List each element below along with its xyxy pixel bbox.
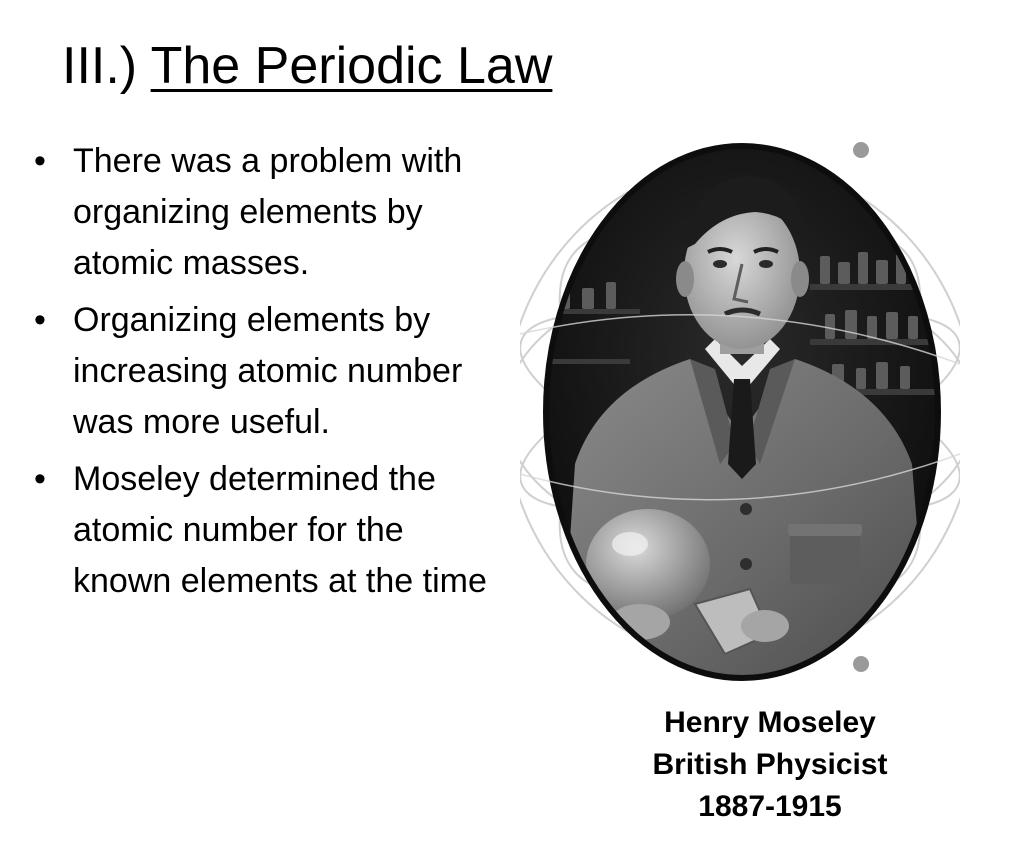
portrait-graphic [520, 134, 960, 690]
portrait-image [520, 134, 960, 690]
bullet-text: Moseley determined the atomic number for the known elements at the time [73, 460, 487, 600]
bullet-text: There was a problem with organizing elements by atomic masses. [73, 142, 463, 282]
bullet-item [30, 136, 490, 289]
slide-title [62, 38, 552, 95]
bullet-text: Organizing elements by increasing atomic number was more useful. [73, 301, 463, 441]
orbit-dot-icon [853, 142, 869, 158]
bullet-list [30, 136, 490, 613]
title-prefix: III.) [62, 37, 138, 95]
orbit-dot-icon [853, 656, 869, 672]
bullet-item [30, 454, 490, 607]
bullet-dot: • [34, 301, 46, 339]
bullet-dot: • [34, 460, 46, 498]
caption-name: Henry Moseley [664, 706, 876, 739]
caption-years: 1887-1915 [698, 790, 842, 823]
bullet-item [30, 295, 490, 448]
portrait-caption [570, 702, 970, 828]
bullet-dot: • [34, 142, 46, 180]
title-main: The Periodic Law [150, 37, 553, 95]
caption-role: British Physicist [652, 748, 888, 781]
